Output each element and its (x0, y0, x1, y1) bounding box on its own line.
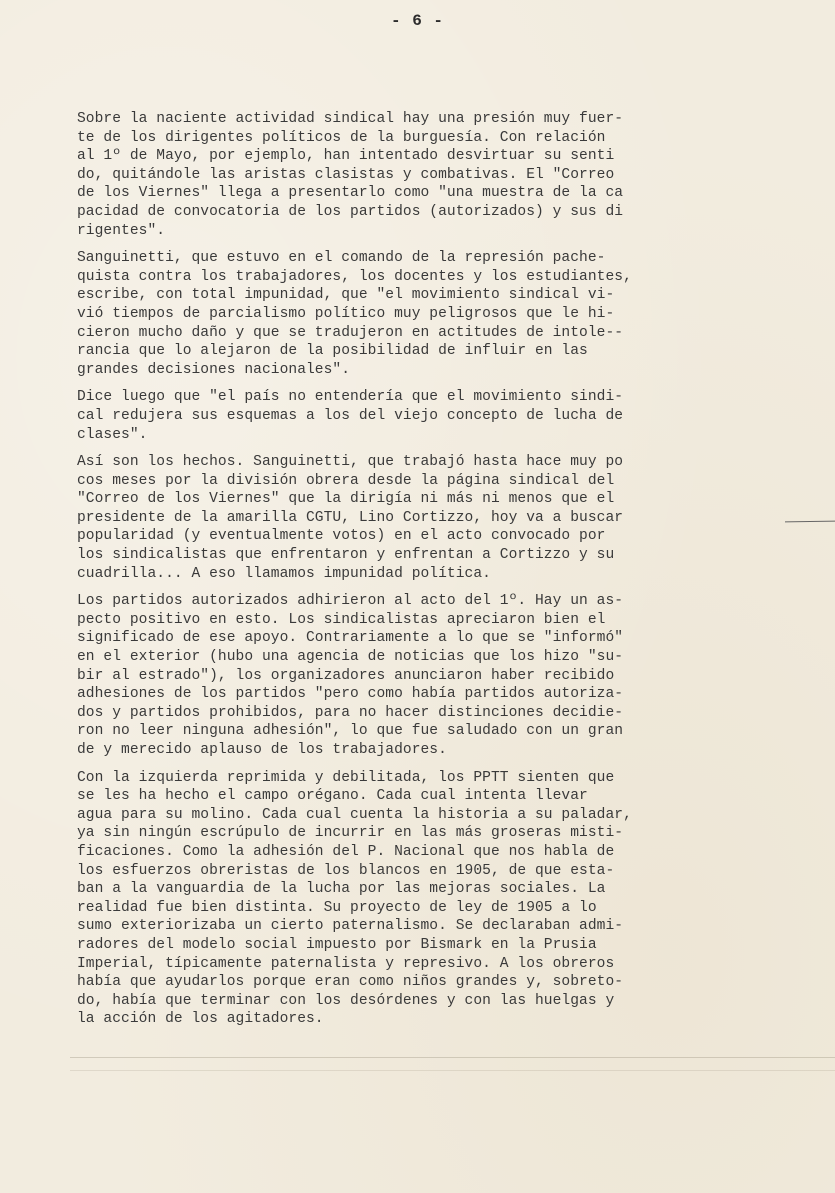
text-line: quista contra los trabajadores, los docentes y los estudiantes, (77, 268, 632, 285)
text-line: pecto positivo en esto. Los sindicalistas apreciaron bien el (77, 611, 606, 628)
text-line: Sobre la naciente actividad sindical hay una presión muy fuer- (77, 111, 624, 127)
text-line: Así son los hechos. Sanguinetti, que trabajó hasta hace muy po (77, 454, 624, 471)
text-line: se les ha hecho el campo orégano. Cada cual intenta llevar (77, 788, 588, 805)
text-line: radores del modelo social impuesto por Bismark en la Prusia (77, 936, 597, 953)
text-line: Los partidos autorizados adhirieron al acto del 1º. Hay un as- (77, 593, 624, 610)
text-line: los sindicalistas que enfrentaron y enfrentan a Cortizzo y su (77, 547, 615, 564)
faint-rule-line (70, 1070, 835, 1071)
text-line: cos meses por la división obrera desde la página sindical del (77, 472, 615, 489)
text-line: había que ayudarlos porque eran como niños grandes y, sobreto- (77, 974, 624, 991)
text-line: adhesiones de los partidos "pero como había partidos autoriza- (77, 686, 624, 703)
text-line: rigentes". (77, 222, 166, 239)
text-line: bir al estrado"), los organizadores anunciaron haber recibido (77, 667, 615, 684)
text-line: ya sin ningún escrúpulo de incurrir en las más groseras misti- (77, 825, 624, 842)
paragraph-6 (77, 769, 817, 1029)
text-line: clases". (77, 426, 148, 443)
text-line: Imperial, típicamente paternalista y represivo. A los obreros (77, 955, 615, 972)
text-line: los esfuerzos obreristas de los blancos en 1905, de que esta- (77, 862, 615, 879)
text-line: Sanguinetti, que estuvo en el comando de la represión pache- (77, 250, 606, 267)
text-line: cuadrilla... A eso llamamos impunidad política. (77, 565, 491, 582)
paragraph-3 (77, 388, 817, 444)
text-line: "Correo de los Viernes" que la dirigía ni más ni menos que el (77, 491, 615, 508)
text-line: la acción de los agitadores. (77, 1011, 324, 1028)
text-line: de y merecido aplauso de los trabajadores. (77, 742, 447, 758)
text-line: dos y partidos prohibidos, para no hacer distinciones decidie- (77, 704, 624, 721)
text-line: cal redujera sus esquemas a los del viejo concepto de lucha de (77, 407, 624, 424)
text-line: pacidad de convocatoria de los partidos (autorizados) y sus di (77, 203, 624, 220)
text-line: sumo exteriorizaba un cierto paternalismo. Se declaraban admi- (77, 918, 624, 935)
text-line: vió tiempos de parcialismo político muy peligrosos que le hi- (77, 305, 615, 322)
text-line: significado de ese apoyo. Contrariamente a lo que se "informó" (77, 630, 624, 647)
text-line: presidente de la amarilla CGTU, Lino Cortizzo, hoy va a buscar (77, 509, 624, 526)
text-line: do, había que terminar con los desórdenes y con las huelgas y (77, 992, 615, 1009)
page-number: - 6 - (390, 12, 444, 30)
text-line: rancia que lo alejaron de la posibilidad de influir en las (77, 343, 588, 360)
paragraph-4 (77, 453, 817, 583)
text-line: popularidad (y eventualmente votos) en el acto convocado por (77, 528, 606, 545)
text-line: al 1º de Mayo, por ejemplo, han intentado desvirtuar su senti (77, 148, 615, 165)
text-line: realidad fue bien distinta. Su proyecto de ley de 1905 a lo (77, 899, 597, 916)
document-body (77, 110, 817, 1038)
text-line: agua para su molino. Cada cual cuenta la historia a su paladar, (77, 806, 632, 823)
text-line: de los Viernes" llega a presentarlo como "una muestra de la ca (77, 185, 624, 202)
text-line: en el exterior (hubo una agencia de noticias que los hizo "su- (77, 649, 624, 666)
text-line: Dice luego que "el país no entendería que el movimiento sindi- (77, 389, 624, 406)
paragraph-2 (77, 249, 817, 379)
faint-rule-line (70, 1057, 835, 1058)
text-line: grandes decisiones nacionales". (77, 361, 351, 378)
text-line: cieron mucho daño y que se tradujeron en actitudes de intole-- (77, 324, 624, 341)
text-line: do, quitándole las aristas clasistas y combativas. El "Correo (77, 166, 615, 183)
text-line: te de los dirigentes políticos de la burguesía. Con relación (77, 129, 606, 146)
paragraph-5 (77, 592, 817, 759)
text-line: ron no leer ninguna adhesión", lo que fue saludado con un gran (77, 723, 624, 740)
paragraph-1 (77, 110, 817, 240)
text-line: Con la izquierda reprimida y debilitada, los PPTT sienten que (77, 769, 615, 786)
text-line: escribe, con total impunidad, que "el movimiento sindical vi- (77, 287, 615, 304)
text-line: ficaciones. Como la adhesión del P. Nacional que nos habla de (77, 843, 615, 860)
text-line: ban a la vanguardia de la lucha por las mejoras sociales. La (77, 881, 606, 898)
